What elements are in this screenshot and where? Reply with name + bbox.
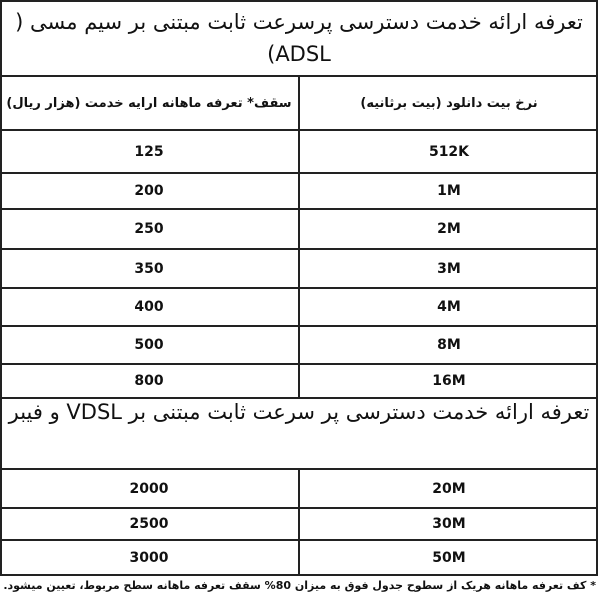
vdsl-price-cell: 2000	[129, 480, 169, 497]
adsl-price-cell: 500	[134, 337, 164, 353]
vdsl-title: تعرفه ارائه خدمت دسترسی پر سرعت ثابت مبتنی بر VDSL و فیبر	[8, 400, 590, 424]
footnote: * کف تعرفه ماهانه هریک از سطوح جدول فوق به میزان 80% سقف تعرفه ماهانه سطح مربوط، تعیین میشود.	[3, 579, 596, 592]
header-monthly-price: سقف* تعرفه ماهانه ارایه خدمت (هزار ریال)	[6, 95, 292, 111]
adsl-price-cell: 125	[134, 143, 164, 160]
vdsl-speed-cell: 20M	[432, 480, 466, 497]
adsl-speed-cell: 2M	[437, 221, 461, 237]
adsl-speed-cell: 8M	[437, 337, 461, 353]
vdsl-price-cell: 3000	[129, 549, 169, 566]
column-divider	[298, 77, 300, 397]
adsl-price-cell: 800	[134, 373, 164, 389]
column-divider	[298, 470, 300, 574]
vdsl-speed-cell: 30M	[432, 516, 466, 532]
adsl-speed-cell: 4M	[437, 299, 461, 315]
adsl-price-cell: 400	[134, 299, 164, 315]
adsl-title: تعرفه ارائه خدمت دسترسی پرسرعت ثابت مبتنی بر سیم مسی ( ADSL)	[15, 10, 583, 66]
adsl-price-cell: 200	[134, 183, 164, 199]
adsl-price-cell: 350	[134, 260, 164, 277]
header-download-speed: نرخ بیت دانلود (بیت برثانیه)	[360, 95, 538, 111]
adsl-speed-cell: 3M	[437, 260, 461, 277]
vdsl-speed-cell: 50M	[432, 549, 466, 566]
adsl-price-cell: 250	[134, 221, 164, 237]
adsl-speed-cell: 1M	[437, 183, 461, 199]
vdsl-price-cell: 2500	[129, 516, 169, 532]
adsl-speed-cell: 512K	[428, 143, 470, 160]
adsl-speed-cell: 16M	[432, 373, 466, 389]
